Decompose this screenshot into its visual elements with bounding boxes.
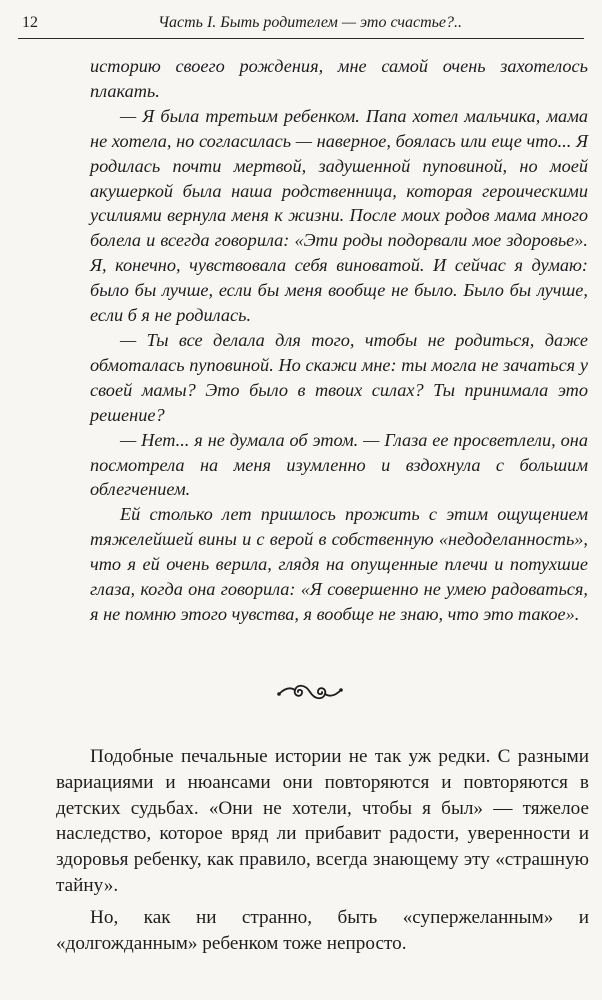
quote-paragraph: — Нет... я не думала об этом. — Глаза ее просветлели, она посмотрела на меня изумленно и вздохнула с большим облегчением.: [90, 429, 588, 500]
running-header: [18, 12, 584, 39]
body-paragraph: Подобные печальные истории не так уж редки. С разными вариациями и нюансами они повторяются и повторяются в детских судьбах. «Они не хотели, чтобы я был» — тяжелое наследство, которое вряд ли прибавит радости, уверенности и здоровья ребенку, как правило, всегда знающему эту «страшную тайну».: [56, 746, 589, 896]
fleuron-ornament-icon: [275, 680, 345, 704]
italic-dialogue-block: [90, 54, 588, 627]
quote-paragraph: — Ты все делала для того, чтобы не родиться, даже обмоталась пуповиной. Но скажи мне: ты могла не зачаться у своей мамы? Это было в твоих силах? Ты принимала это решение?: [90, 329, 588, 425]
quote-paragraph: историю своего рождения, мне самой очень захотелось плакать.: [90, 56, 588, 101]
body-paragraph: Но, как ни странно, быть «супержеланным» и «долгожданным» ребенком тоже непросто.: [56, 906, 589, 954]
page-number: 12: [22, 14, 38, 31]
quote-paragraph: — Я была третьим ребенком. Папа хотел мальчика, мама не хотела, но согласилась — наверное, боялась или еще что... Я родилась почти мертвой, задушенной пуповиной, но моей акушеркой была наша родственница, которая героическими усилиями вернула меня к жизни. После моих родов мама много болела и всегда говорила: «Эти роды подорвали мое здоровье». Я, конечно, чувствовала себя виноватой. И сейчас я думаю: было бы лучше, если бы меня вообще не было. Было бы лучше, если б я не родилась.: [90, 105, 588, 326]
quote-paragraph: Ей столько лет пришлось прожить с этим ощущением тяжелейшей вины и с верой в собственную «недоделанность», что я ей очень верила, глядя на опущенные плечи и потухшие глаза, когда она говорила: «Я совершенно не умею радоваться, я не помню этого чувства, я вообще не знаю, что это такое».: [90, 504, 588, 624]
running-title: Часть I. Быть родителем — это счастье?..: [158, 14, 463, 31]
body-text: [56, 744, 589, 956]
